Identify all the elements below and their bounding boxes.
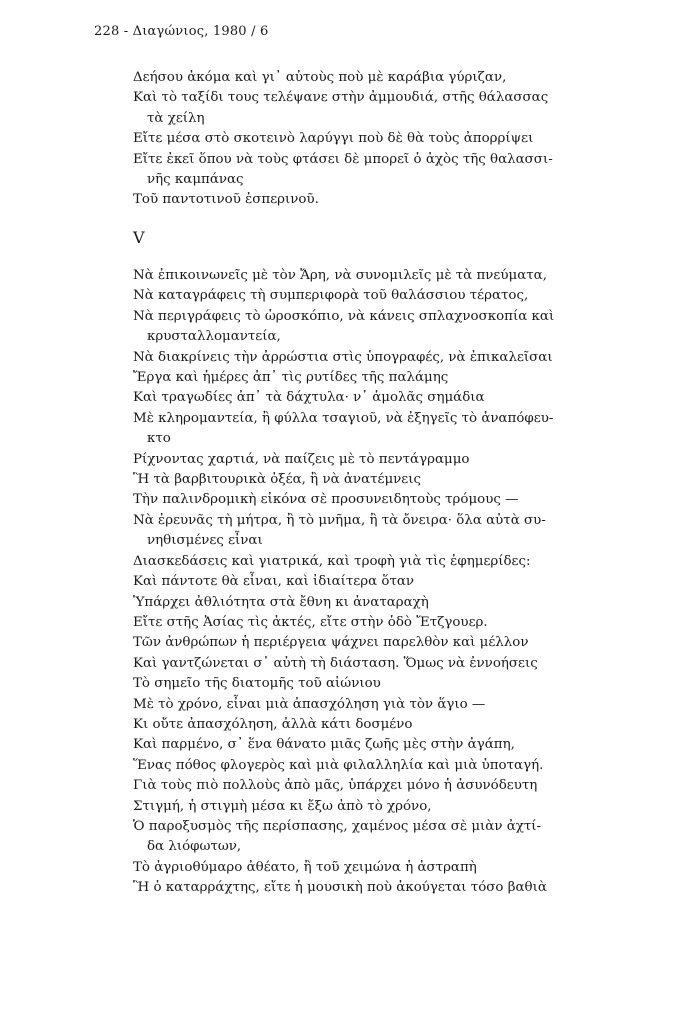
poem-line-continuation: τὰ χείλη	[147, 110, 205, 126]
poem-line: Εἴτε ἐκεῖ ὅπου νὰ τοὺς φτάσει δὲ μπορεῖ ὁ ἀχὸς τῆς θαλασσι-	[133, 151, 553, 167]
poem-line: Νὰ καταγράφεις τὴ συμπεριφορὰ τοῦ θαλάσσιου τέρατος,	[133, 288, 529, 304]
poem-line: Ἔργα καὶ ἡμέρες ἀπ᾽ τὶς ρυτίδες τῆς παλάμης	[133, 370, 449, 386]
poem-line-continuation: νηθισμένες εἶναι	[147, 533, 263, 549]
poem-line: Μὲ κληρομαντεία, ἢ φύλλα τσαγιοῦ, νὰ ἐξηγεῖς τὸ ἀναπόφευ-	[133, 410, 554, 426]
poem-line: Τοῦ παντοτινοῦ ἑσπερινοῦ.	[133, 192, 319, 208]
poem-line: Ἕνας πόθος φλογερὸς καὶ μιὰ φιλαλληλία καὶ μιὰ ὑποταγή.	[133, 757, 544, 773]
poem-line: Εἴτε στῆς Ἀσίας τὶς ἀκτές, εἴτε στὴν ὁδὸ Ἔτζγουερ.	[133, 614, 488, 630]
poem-line: Εἴτε μέσα στὸ σκοτεινὸ λαρύγγι ποὺ δὲ θὰ τοὺς ἀπορρίψει	[133, 131, 534, 147]
poem-line: Νὰ ἐρευνᾶς τὴ μήτρα, ἢ τὸ μνῆμα, ἢ τὰ ὄνειρα· ὅλα αὐτὰ συ-	[133, 512, 546, 528]
poem-line: Ὑπάρχει ἀθλιότητα στὰ ἔθνη κι ἀναταραχὴ	[133, 594, 429, 610]
poem-line: Νὰ περιγράφεις τὸ ὡροσκόπιο, νὰ κάνεις σπλαχνοσκοπία καὶ	[133, 308, 555, 324]
top-stanza	[133, 68, 653, 211]
running-head: 228 - Διαγώνιος, 1980 / 6	[94, 24, 269, 39]
poem-line: Ἢ τὰ βαρβιτουρικὰ ὀξέα, ἢ νὰ ἀνατέμνεις	[133, 472, 421, 488]
poem-line: Τὴν παλινδρομικὴ εἰκόνα σὲ προσυνειδητοὺς τρόμους —	[133, 492, 519, 508]
poem-line: Ὁ παροξυσμὸς τῆς περίσπασης, χαμένος μέσα σὲ μιὰν ἀχτί-	[133, 818, 542, 834]
poem-line: Ἢ ὁ καταρράχτης, εἴτε ἡ μουσικὴ ποὺ ἀκούγεται τόσο βαθιὰ	[133, 880, 547, 896]
poem-line: Διασκεδάσεις καὶ γιατρικά, καὶ τροφὴ γιὰ τὶς ἐφημερίδες:	[133, 553, 531, 569]
poem-line: Νὰ διακρίνεις τὴν ἀρρώστια στὶς ὑπογραφές, νὰ ἐπικαλεῖσαι	[133, 349, 553, 365]
poem-line: Μὲ τὸ χρόνο, εἶναι μιὰ ἀπασχόληση γιὰ τὸν ἅγιο —	[133, 696, 486, 712]
poem-line: Καὶ πάντοτε θὰ εἶναι, καὶ ἰδιαίτερα ὅταν	[133, 574, 415, 590]
poem-line: Ρίχνοντας χαρτιά, νὰ παίζεις μὲ τὸ πεντάγραμμο	[133, 451, 470, 467]
poem-line-continuation: κρυσταλλομαντεία,	[147, 329, 281, 345]
poem-line: Τὸ σημεῖο τῆς διατομῆς τοῦ αἰώνιου	[133, 676, 381, 692]
poem-line: Καὶ τραγωδίες ἀπ᾽ τὰ δάχτυλα· ν᾽ ἀμολᾶς σημάδια	[133, 390, 485, 406]
poem-line: Καὶ παρμένο, σ᾽ ἕνα θάνατο μιᾶς ζωῆς μὲς στὴν ἀγάπη,	[133, 737, 515, 753]
poem-line: Τὸ ἀγριοθύμαρο ἀθέατο, ἢ τοῦ χειμώνα ἡ ἀστραπὴ	[133, 859, 477, 875]
poem-line-continuation: κτο	[147, 431, 171, 447]
poem-line: Κι οὔτε ἀπασχόληση, ἀλλὰ κάτι δοσμένο	[133, 716, 413, 732]
poem-line: Καὶ τὸ ταξίδι τους τελέψανε στὴν ἀμμουδιά, στῆς θάλασσας	[133, 90, 549, 106]
poem-line: Δεήσου ἀκόμα καὶ γι᾽ αὐτοὺς ποὺ μὲ καράβια γύριζαν,	[133, 70, 507, 85]
poem-line-continuation: δα λιόφωτων,	[147, 839, 242, 855]
poem-line-continuation: νῆς καμπάνας	[147, 172, 244, 188]
main-stanza	[133, 266, 653, 899]
section-number: V	[133, 228, 145, 247]
poem-line: Γιὰ τοὺς πιὸ πολλοὺς ἀπὸ μᾶς, ὑπάρχει μόνο ἡ ἀσυνόδευτη	[133, 778, 538, 794]
poem-line: Νὰ ἐπικοινωνεῖς μὲ τὸν Ἄρη, νὰ συνομιλεῖς μὲ τὰ πνεύματα,	[133, 268, 547, 283]
poem-line: Στιγμή, ἡ στιγμὴ μέσα κι ἔξω ἀπὸ τὸ χρόνο,	[133, 798, 432, 814]
poem-line: Καὶ γαντζώνεται σ᾽ αὐτὴ τὴ διάσταση. Ὅμως νὰ ἐννοήσεις	[133, 655, 538, 671]
poem-line: Τῶν ἀνθρώπων ἡ περιέργεια ψάχνει παρελθὸν καὶ μέλλον	[133, 635, 529, 651]
